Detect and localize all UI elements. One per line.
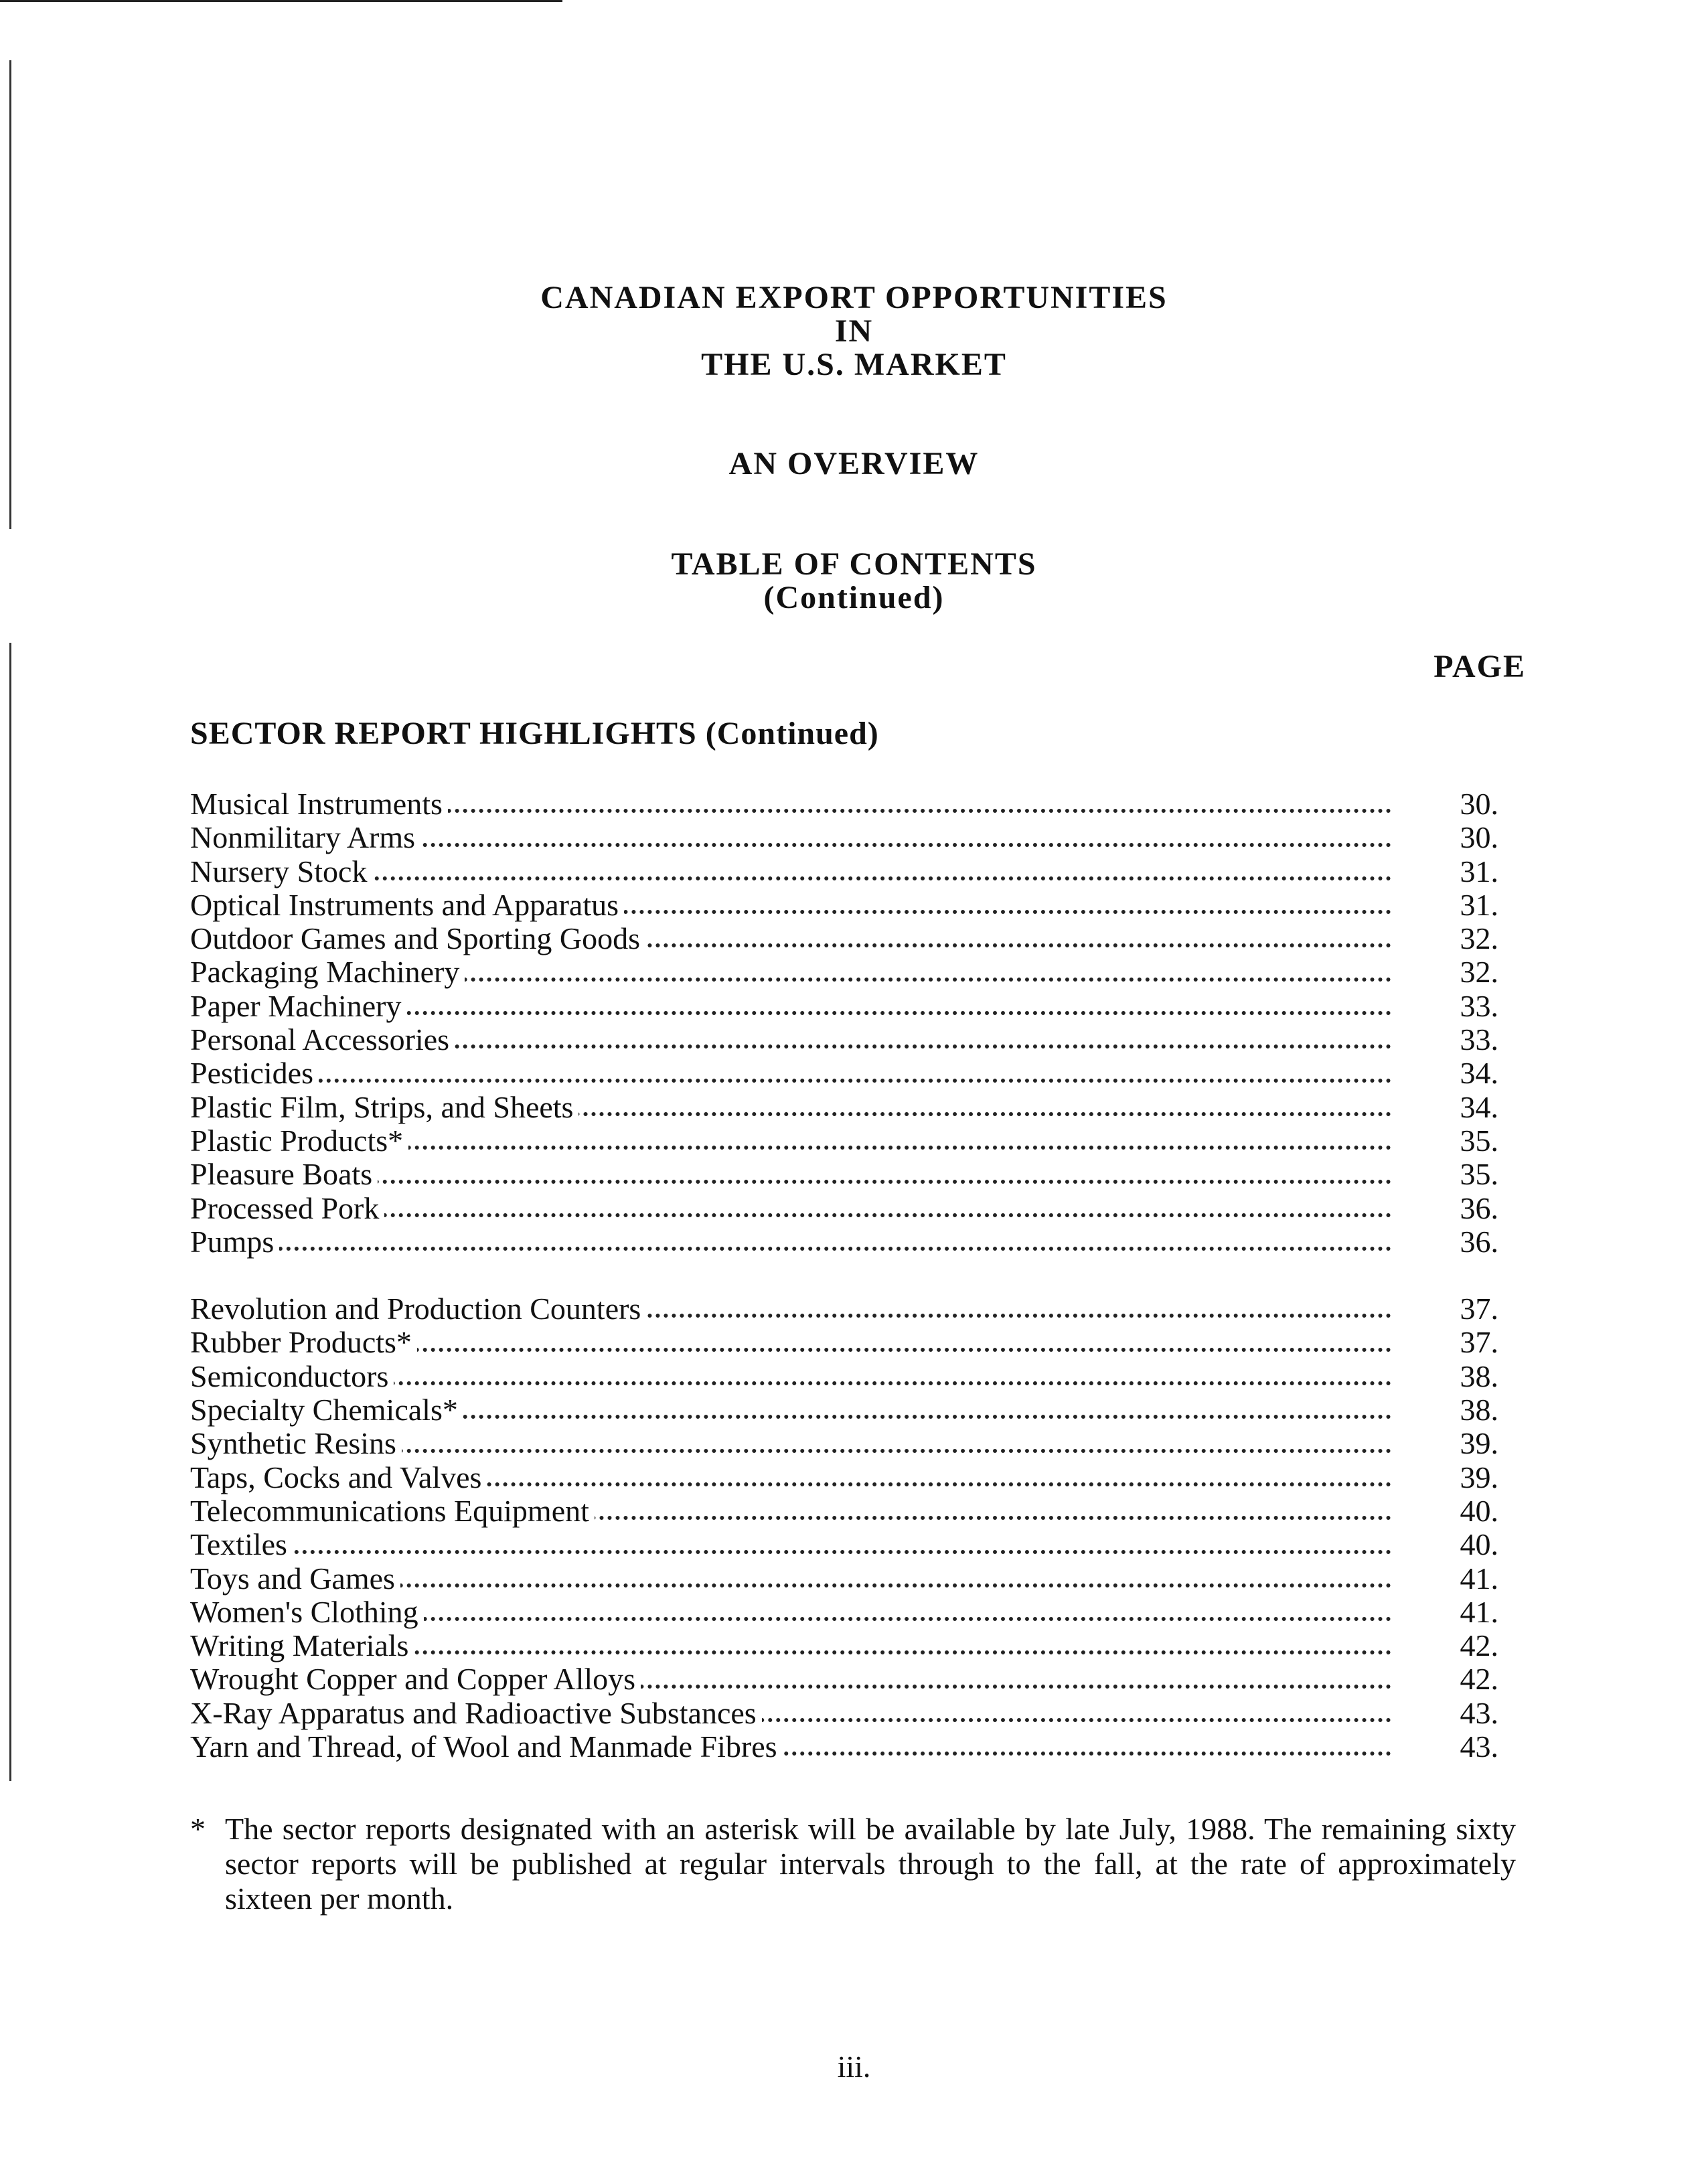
toc-entry-label: Optical Instruments and Apparatus <box>190 888 624 922</box>
toc-entry <box>190 1528 1498 1561</box>
toc-entry-label: Plastic Film, Strips, and Sheets <box>190 1091 578 1124</box>
toc-heading <box>0 548 1708 615</box>
toc-entry-page: 41. <box>1460 1594 1498 1629</box>
toc-entry-page: 31. <box>1460 887 1498 922</box>
toc-entry-label: Nursery Stock <box>190 855 372 888</box>
footnote <box>190 1812 1516 1916</box>
toc-entry-label: Pumps <box>190 1225 279 1259</box>
toc-entry-page: 35. <box>1460 1123 1498 1158</box>
toc-entry-page: 36. <box>1460 1190 1498 1225</box>
title-line-3: THE U.S. MARKET <box>701 347 1007 382</box>
dot-leader <box>190 1550 1391 1554</box>
toc-entry-label: Taps, Cocks and Valves <box>190 1461 487 1494</box>
toc-entry-label: Nonmilitary Arms <box>190 821 420 854</box>
toc-continued: (Continued) <box>763 580 945 615</box>
toc-entry <box>190 1393 1498 1427</box>
toc-entry-page: 40. <box>1460 1527 1498 1562</box>
toc-entry-label: Telecommunications Equipment <box>190 1494 595 1528</box>
toc-entry <box>190 821 1498 854</box>
toc-entry-label: Musical Instruments <box>190 787 448 821</box>
toc-group-spacer <box>190 1259 1498 1292</box>
toc-entry-page: 32. <box>1460 955 1498 990</box>
toc-entry-page: 37. <box>1460 1292 1498 1326</box>
toc-entry-page: 40. <box>1460 1493 1498 1528</box>
page-column-label: PAGE <box>1433 649 1526 684</box>
document-title <box>0 281 1708 382</box>
toc-entry-page: 39. <box>1460 1426 1498 1461</box>
toc-entry <box>190 1662 1498 1696</box>
toc-list <box>190 787 1498 1764</box>
toc-entry-label: Revolution and Production Counters <box>190 1292 646 1326</box>
toc-entry-label: Toys and Games <box>190 1562 400 1596</box>
dot-leader <box>190 1079 1391 1083</box>
toc-entry-page: 42. <box>1460 1628 1498 1663</box>
section-heading: SECTOR REPORT HIGHLIGHTS (Continued) <box>190 716 879 751</box>
toc-entry-label: Writing Materials <box>190 1629 414 1662</box>
toc-entry-page: 34. <box>1460 1056 1498 1091</box>
toc-entry-label: Outdoor Games and Sporting Goods <box>190 922 645 955</box>
toc-entry <box>190 1023 1498 1057</box>
toc-entry <box>190 1596 1498 1629</box>
toc-entry-label: Pleasure Boats <box>190 1158 378 1191</box>
toc-entry <box>190 955 1498 989</box>
toc-entry-page: 43. <box>1460 1729 1498 1764</box>
toc-entry-page: 33. <box>1460 1022 1498 1057</box>
toc-entry <box>190 1192 1498 1225</box>
toc-entry-page: 30. <box>1460 787 1498 821</box>
toc-entry-page: 35. <box>1460 1157 1498 1192</box>
toc-title: TABLE OF CONTENTS <box>671 546 1037 582</box>
toc-entry <box>190 1292 1498 1326</box>
toc-entry-page: 32. <box>1460 921 1498 956</box>
toc-entry <box>190 1562 1498 1596</box>
toc-entry-label: Processed Pork <box>190 1192 384 1225</box>
scan-edge-left <box>9 643 11 1781</box>
toc-entry-label: Specialty Chemicals* <box>190 1393 463 1427</box>
toc-entry-label: Paper Machinery <box>190 990 407 1023</box>
toc-entry-page: 33. <box>1460 988 1498 1023</box>
toc-entry-page: 39. <box>1460 1460 1498 1494</box>
toc-entry-label: Packaging Machinery <box>190 955 465 989</box>
title-line-1: CANADIAN EXPORT OPPORTUNITIES <box>540 280 1168 315</box>
toc-entry <box>190 1057 1498 1090</box>
page-number: iii. <box>837 2049 871 2084</box>
footnote-marker: * <box>190 1812 206 1846</box>
toc-entry <box>190 1326 1498 1359</box>
toc-entry <box>190 990 1498 1023</box>
toc-entry-page: 42. <box>1460 1662 1498 1697</box>
toc-entry <box>190 1360 1498 1393</box>
toc-entry-label: Personal Accessories <box>190 1023 455 1057</box>
toc-entry <box>190 1461 1498 1494</box>
subtitle: AN OVERVIEW <box>728 446 980 481</box>
dot-leader <box>190 1247 1391 1251</box>
toc-entry-page: 30. <box>1460 820 1498 855</box>
toc-entry-page: 43. <box>1460 1695 1498 1730</box>
toc-entry-label: Rubber Products* <box>190 1326 417 1359</box>
toc-entry-page: 31. <box>1460 854 1498 888</box>
toc-entry-label: Synthetic Resins <box>190 1427 402 1460</box>
title-line-2: IN <box>834 313 874 349</box>
toc-entry-page: 38. <box>1460 1393 1498 1427</box>
toc-entry-label: Pesticides <box>190 1057 319 1090</box>
toc-entry <box>190 888 1498 922</box>
toc-entry-page: 36. <box>1460 1224 1498 1259</box>
toc-entry-label: X-Ray Apparatus and Radioactive Substances <box>190 1697 762 1730</box>
toc-entry-label: Textiles <box>190 1528 293 1561</box>
toc-entry <box>190 787 1498 821</box>
toc-entry-page: 34. <box>1460 1089 1498 1124</box>
toc-entry <box>190 1158 1498 1191</box>
scan-edge-top <box>0 0 562 2</box>
toc-entry <box>190 1091 1498 1124</box>
toc-entry-label: Women's Clothing <box>190 1596 424 1629</box>
toc-entry-label: Yarn and Thread, of Wool and Manmade Fibres <box>190 1730 783 1764</box>
toc-entry <box>190 855 1498 888</box>
toc-entry-label: Wrought Copper and Copper Alloys <box>190 1662 641 1696</box>
toc-entry <box>190 1427 1498 1460</box>
toc-entry <box>190 1697 1498 1730</box>
footnote-text: The sector reports designated with an asterisk will be available by late July, 1988. The remaining sixty sector reports will be published at regular intervals through to the fall, at the rate of approximately sixteen per month. <box>225 1812 1516 1916</box>
toc-entry <box>190 1225 1498 1259</box>
toc-entry-page: 38. <box>1460 1358 1498 1393</box>
toc-entry <box>190 1124 1498 1158</box>
toc-entry-page: 37. <box>1460 1325 1498 1360</box>
toc-entry-page: 41. <box>1460 1561 1498 1596</box>
toc-entry <box>190 1730 1498 1764</box>
toc-entry-label: Semiconductors <box>190 1360 394 1393</box>
toc-entry-label: Plastic Products* <box>190 1124 408 1158</box>
toc-entry <box>190 922 1498 955</box>
toc-entry <box>190 1494 1498 1528</box>
toc-entry <box>190 1629 1498 1662</box>
